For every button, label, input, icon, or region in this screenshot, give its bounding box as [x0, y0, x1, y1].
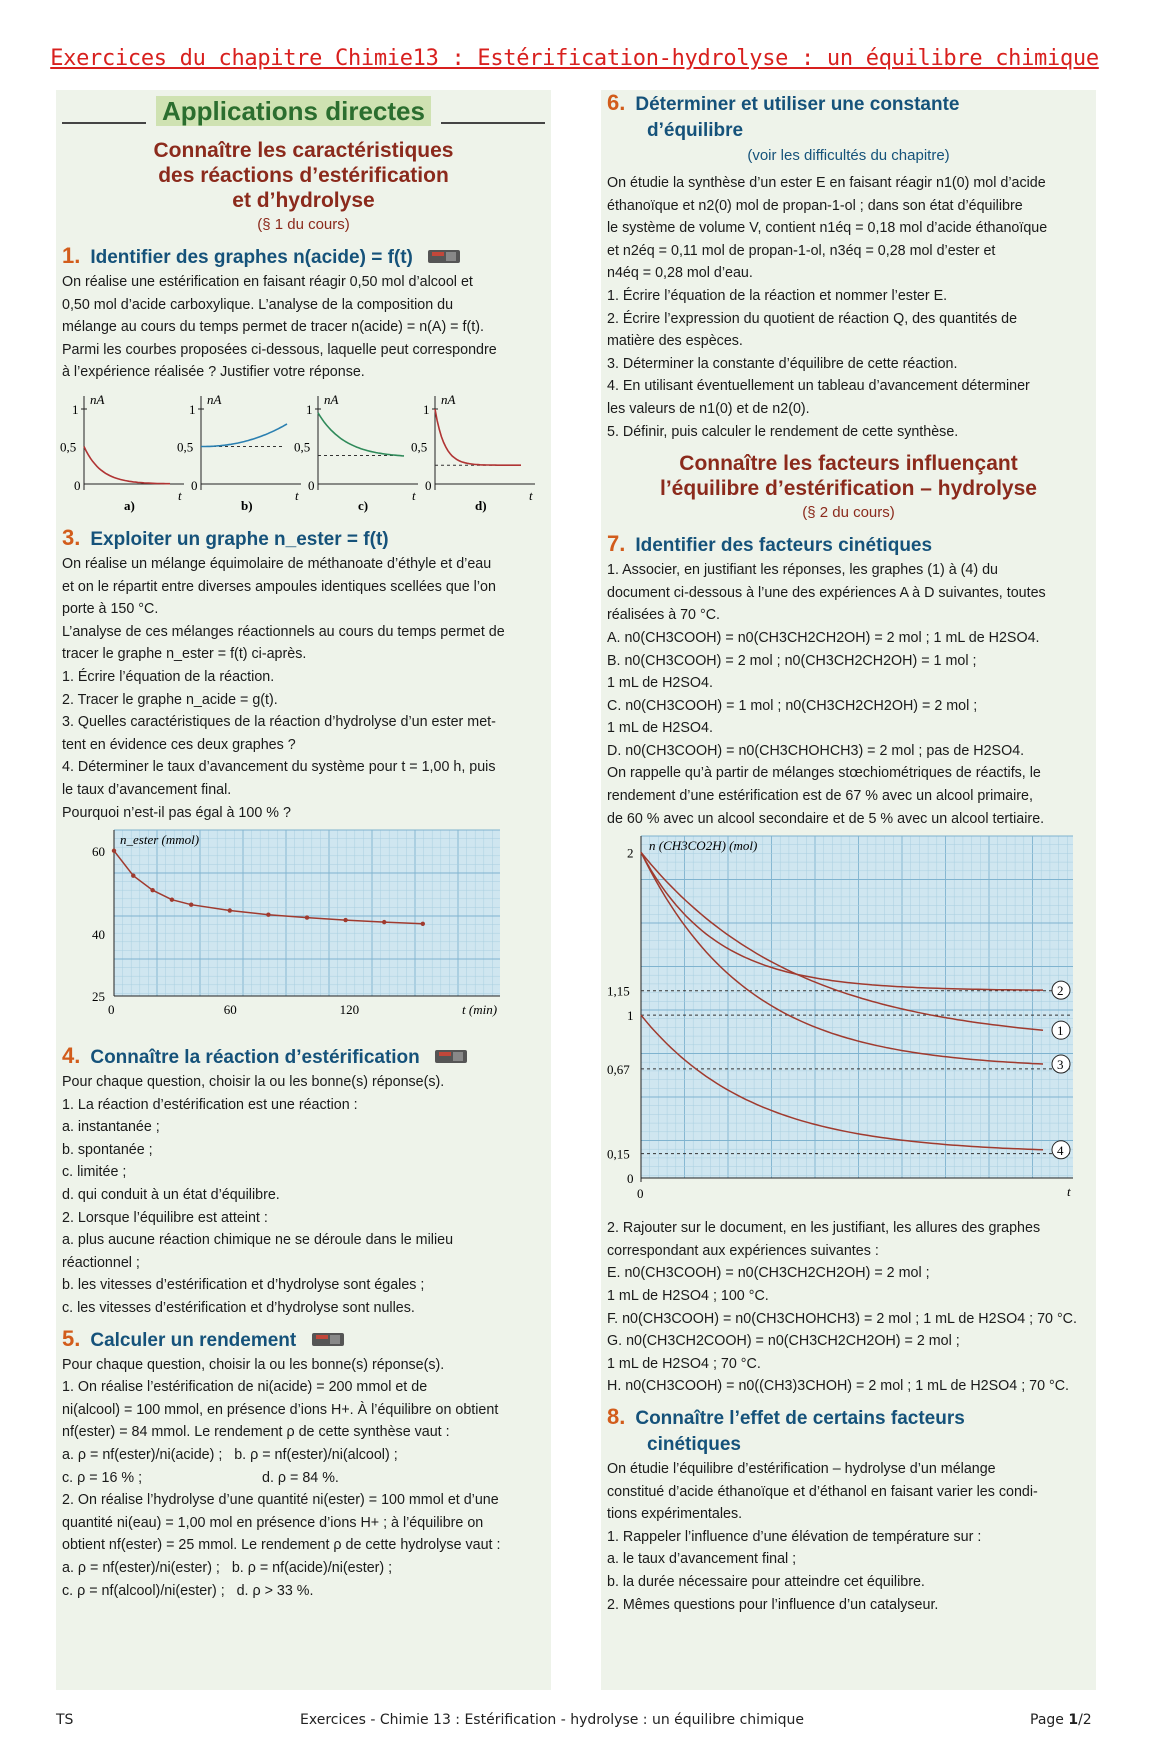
exercise-6-ref: (voir les difficultés du chapitre): [747, 147, 950, 164]
y-label-3: nA: [441, 391, 456, 407]
acid-ytick: 0: [627, 1171, 634, 1187]
tick-0-0: 0: [74, 477, 81, 493]
acid-label-4: 4: [1057, 1143, 1064, 1159]
exercise-3-title: 3. Exploiter un graphe n_ester = f(t): [62, 524, 389, 550]
acid-ytick: 0,15: [607, 1146, 630, 1162]
ester-point: [170, 898, 174, 902]
ester-xlabel: t (min): [462, 1002, 498, 1018]
exercise-8-title: 8. Connaître l’effet de certains facteurs cinétiques: [607, 1404, 965, 1455]
exercise-6-text: On étudie la synthèse d’un ester E en faisant réagir n1(0) mol d’acide éthanoïque et n2(0) mol de propan-1-ol ; dans son état d’équilibre le système de volume V, contient n1éq = 0,18 mol d’acide éthanoïque et n2éq = 0,11 mol de propan-1-ol, n3éq = 0,28 mol d’ester et n4éq = 0,28 mol d’eau. 1. Écrire l’équation de la réaction et nommer l’ester E. 2. Écrire l’expression du quotient de réaction Q, des quantités de matière des espèces. 3. Déterminer la constante d’équilibre de cette réaction. 4. En utilisant éventuellement un tableau d’avancement déterminer les valeurs de n1(0) et de n2(0). 5. Définir, puis calculer le rendement de cette synthèse.: [607, 175, 1048, 440]
section-ref-2: (§ 2 du cours): [802, 504, 895, 522]
curve-d): [435, 409, 521, 465]
band-header: [62, 96, 545, 138]
ester-ylabel: n_ester (mmol): [120, 832, 200, 848]
acid-ylabel: n (CH3CO2H) (mol): [649, 838, 758, 854]
tick-0-2: 0: [308, 477, 315, 493]
ester-point: [343, 918, 347, 922]
footer-left: TS: [56, 1712, 74, 1728]
page-title: Exercices du chapitre Chimie13 : Estérification-hydrolyse : un équilibre chimique: [50, 46, 1099, 71]
x-label-1: t: [295, 487, 299, 503]
exercise-6-title: 6. Déterminer et utiliser une constante d’équilibre: [607, 90, 960, 141]
exercise-7-title: 7. Identifier des facteurs cinétiques: [607, 531, 933, 557]
ester-point: [112, 849, 116, 853]
acid-ytick: 1: [627, 1008, 634, 1024]
ester-point: [228, 908, 232, 912]
tick-1-2: 1: [306, 401, 313, 417]
calculator-icon: [310, 1330, 348, 1348]
x-label-2: t: [412, 487, 416, 503]
ester-ytick: 60: [92, 843, 105, 859]
ester-point: [382, 920, 386, 924]
ester-chart: [62, 824, 545, 1032]
acid-label-3: 3: [1057, 1057, 1064, 1073]
calculator-icon: [433, 1047, 471, 1065]
tick-0-1: 0: [191, 477, 198, 493]
ester-point: [131, 874, 135, 878]
ester-point: [305, 915, 309, 919]
section-heading: Connaître les caractéristiques des réactions d’estérification et d’hydrolyse: [153, 139, 454, 212]
exercise-5-text: Pour chaque question, choisir la ou les bonne(s) réponse(s). 1. On réalise l’estérification de ni(acide) = 200 mmol et de ni(alcool) = 100 mmol, en présence d’ions H+. À l’équilibre on obtient nf(ester) = 84 mmol. Le rendement ρ de cette synthèse vaut : a. ρ = nf(ester)/ni(acide) ; b. ρ = nf(ester)/ni(alcool) ; c. ρ = 16 % ; d. ρ = 84 %. 2. On réalise l’hydrolyse d’une quantité ni(ester) = 100 mmol et d’une quantité ni(eau) = 1,00 mol en présence d’ions H+ ; à l’équilibre on obtient nf(ester) = 25 mmol. Le rendement ρ de cette hydrolyse vaut : a. ρ = nf(ester)/ni(ester) ; b. ρ = nf(acide)/ni(ester) ; c. ρ = nf(alcool)/ni(ester) ; d. ρ > 33 %.: [62, 1356, 501, 1599]
y-label-1: nA: [207, 391, 222, 407]
tick-05-0: 0,5: [60, 439, 77, 455]
section-heading-2: Connaître les facteurs influençant l’équilibre d’estérification – hydrolyse: [660, 452, 1037, 501]
exercise-1-text: On réalise une estérification en faisant réagir 0,50 mol d’alcool et 0,50 mol d’acide carboxylique. L’analyse de la composition du mélange au cours du temps permet de tracer n(acide) = n(A) = f(t). Parmi les courbes proposées ci-dessous, laquelle peut correspondre à l’expérience réalisée ? Justifier votre réponse.: [62, 274, 497, 381]
ester-point: [150, 888, 154, 892]
ester-xtick: 0: [108, 1002, 115, 1018]
graph-letter-1: b): [241, 497, 253, 513]
acid-label-1: 1: [1057, 1023, 1064, 1039]
tick-05-2: 0,5: [294, 439, 311, 455]
exercise-3-text: On réalise un mélange équimolaire de méthanoate d’éthyle et d’eau et on le répartit entre diverses ampoules identiques scellées que l’on porte à 150 °C. L’analyse de ces mélanges réactionnels au cours du temps permet de tracer le graphe n_ester = f(t) ci-après. 1. Écrire l’équation de la réaction. 2. Tracer le graphe n_acide = g(t). 3. Quelles caractéristiques de la réaction d’hydrolyse d’un ester met- tent en évidence ces deux graphes ? 4. Déterminer le taux d’avancement du système pour t = 1,00 h, puis le taux d’avancement final. Pourquoi n’est-il pas égal à 100 % ?: [62, 555, 505, 821]
exercise-4-title: 4. Connaître la réaction d’estérification: [62, 1043, 545, 1071]
acid-ytick: 1,15: [607, 983, 630, 999]
calculator-icon: [426, 247, 464, 265]
curve-a): [84, 446, 170, 483]
ester-grid-bg: [114, 830, 500, 996]
ester-point: [421, 922, 425, 926]
graph-letter-0: a): [124, 497, 135, 513]
ester-point: [189, 903, 193, 907]
curve-c): [318, 413, 404, 456]
band-title: Applications directes: [156, 96, 431, 126]
acid-label-2: 2: [1057, 983, 1064, 999]
graph-letter-2: c): [358, 497, 369, 513]
y-label-2: nA: [324, 391, 339, 407]
left-column: [56, 90, 551, 1690]
footer-center: Exercices - Chimie 13 : Estérification - hydrolyse : un équilibre chimique: [300, 1712, 804, 1728]
curve-b): [201, 424, 287, 447]
x-label-0: t: [178, 487, 182, 503]
acid-grid-bg: [641, 836, 1073, 1178]
exercise-7-text-2: 2. Rajouter sur le document, en les justifiant, les allures des graphes correspondant aux expériences suivantes : E. n0(CH3COOH) = n0(CH3CH2CH2OH) = 2 mol ; 1 mL de H2SO4 ; 100 °C. F. n0(CH3COOH) = n0(CH3CHOHCH3) = 2 mol ; 1 mL de H2SO4 ; 70 °C. G. n0(CH3CH2COOH) = n0(CH3CH2CH2OH) = 2 mol ; 1 mL de H2SO4 ; 70 °C. H. n0(CH3COOH) = n0((CH3)3CHOH) = 2 mol ; 1 mL de H2SO4 ; 70 °C.: [607, 1220, 1077, 1395]
ester-point: [266, 913, 270, 917]
ester-xtick: 60: [223, 1002, 237, 1018]
acid-ytick: 2: [627, 845, 634, 861]
x-label-3: t: [529, 487, 533, 503]
footer-page: Page 1/2: [1030, 1712, 1092, 1728]
graph-letter-3: d): [475, 497, 487, 513]
right-column: [601, 90, 1096, 1690]
acid-chart: [607, 830, 1090, 1212]
tick-05-1: 0,5: [177, 439, 194, 455]
acid-ytick: 0,67: [607, 1062, 630, 1078]
section-ref: (§ 1 du cours): [257, 216, 350, 233]
tick-05-3: 0,5: [411, 439, 428, 455]
ester-ytick: 40: [92, 926, 105, 942]
acid-xtick: 0: [637, 1186, 644, 1202]
ester-ytick: 25: [92, 989, 105, 1005]
tick-0-3: 0: [425, 477, 432, 493]
small-graphs: [62, 384, 545, 514]
tick-1-3: 1: [423, 401, 430, 417]
tick-1-1: 1: [189, 401, 196, 417]
ester-xtick: 120: [339, 1002, 360, 1018]
exercise-4-text: Pour chaque question, choisir la ou les bonne(s) réponse(s). 1. La réaction d’estérification est une réaction : a. instantanée ; b. spontanée ; c. limitée ; d. qui conduit à un état d’équilibre. 2. Lorsque l’équilibre est atteint : a. plus aucune réaction chimique ne se déroule dans le milieu réactionnel ; b. les vitesses d’estérification et d’hydrolyse sont égales ; c. les vitesses d’estérification et d’hydrolyse sont nulles.: [62, 1074, 454, 1317]
acid-xlabel: t: [1067, 1184, 1071, 1200]
exercise-8-text: On étudie l’équilibre d’estérification – hydrolyse d’un mélange constitué d’acide éthanoïque et d’éthanol en faisant varier les condi- tions expérimentales. 1. Rappeler l’influence d’une élévation de température sur : a. le taux d’avancement final ; b. la durée nécessaire pour atteindre cet équilibre. 2. Mêmes questions pour l’influence d’un catalyseur.: [607, 1461, 1038, 1613]
exercise-1-title: 1. Identifier des graphes n(acide) = f(t): [62, 243, 545, 271]
exercise-7-text: 1. Associer, en justifiant les réponses, les graphes (1) à (4) du document ci-dessous à l’une des expériences A à D suivantes, toutes réalisées à 70 °C. A. n0(CH3COOH) = n0(CH3CH2CH2OH) = 2 mol ; 1 mL de H2SO4. B. n0(CH3COOH) = 2 mol ; n0(CH3CH2CH2OH) = 1 mol ; 1 mL de H2SO4. C. n0(CH3COOH) = 1 mol ; n0(CH3CH2CH2OH) = 2 mol ; 1 mL de H2SO4. D. n0(CH3COOH) = n0(CH3CHOHCH3) = 2 mol ; pas de H2SO4. On rappelle qu’à partir de mélanges stœchiométriques de réactifs, le rendement d’une estérification est de 67 % avec un alcool primaire, de 60 % avec un alcool secondaire et de 5 % avec un alcool tertiaire.: [607, 562, 1046, 827]
exercise-5-title: 5. Calculer un rendement: [62, 1326, 545, 1354]
y-label-0: nA: [90, 391, 105, 407]
tick-1-0: 1: [72, 401, 79, 417]
